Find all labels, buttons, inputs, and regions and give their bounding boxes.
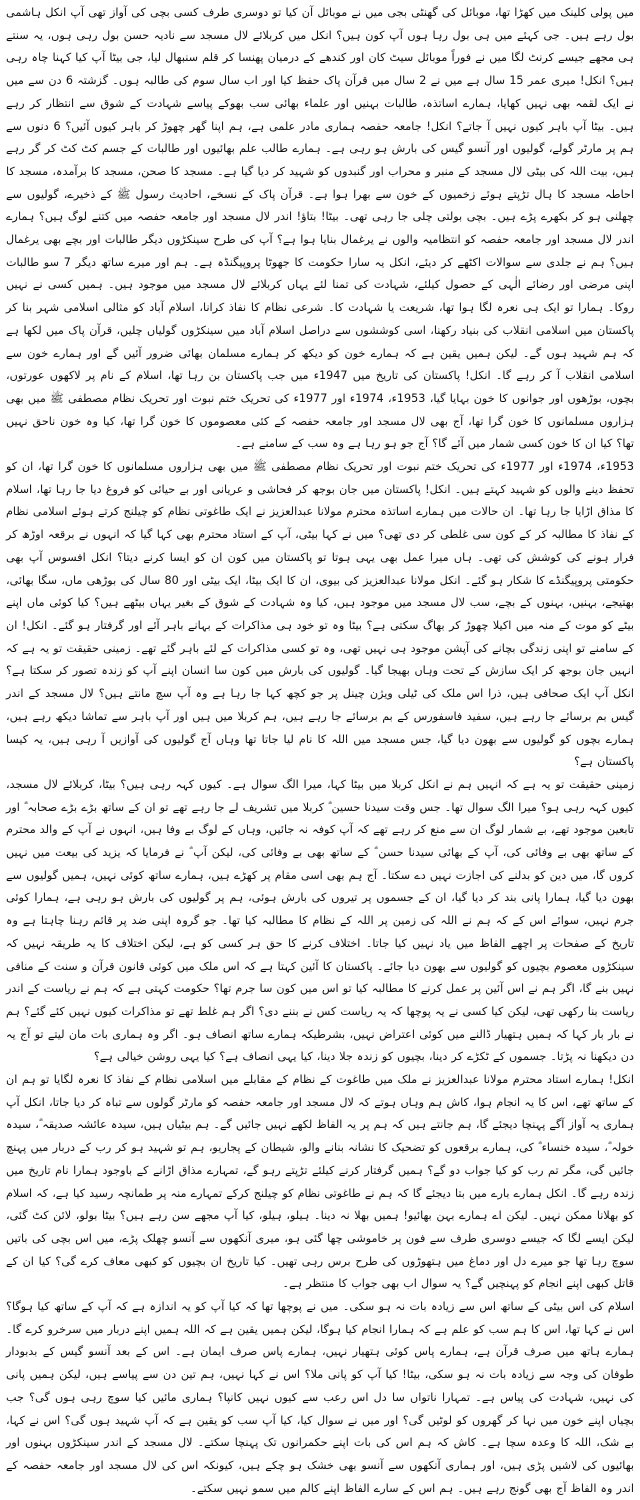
article-paragraph-3: زمینی حقیقت تو یہ ہے کہ انہیں ہم نے انکل کربلا میں بیٹا کہا، میرا الگ سوال ہے۔ کیوں کہہ رہی ہیں؟ بیٹا، کربلائے لال مسجد، کیوں کہہ رہی ہو؟ میرا الگ سوال تھا۔ جس وقت سیدنا حسین ؓ کربلا میں تشریف لے جا رہے تھے تو ان کے ساتھ بڑے بڑے صحابہ ؓ اور تابعین موجود تھے، بے شمار لوگ ان سے منع کر رہے تھے کہ آپ کوفہ نہ جائیں، وہاں کے لوگ بے وفا ہیں، انہوں نے آپ کے والد محترم کے ساتھ بھی بے وفائی کی، آپ کے بھائی سیدنا حسن ؓ کے ساتھ بھی بے وفائی کی، لیکن آپ ؓ نے فرمایا کہ یزید کی بیعت میں نہیں کروں گا، میں دین کو بدلنے کی اجازت نہیں دے سکتا۔ آج ہم بھی اسی مقام پر کھڑے ہیں، ہمارے ساتھ کوئی نہیں، ہمیں گولیوں سے بھون دیا گیا، ہمارا پانی بند کر دیا گیا، ان کے جسموں پر تیروں کی بارش ہوئی، ہم پر گولیوں کی بارش ہو رہی ہے، ہمارا کوئی جرم نہیں، سوائے اس کے کہ ہم نے اللہ کی زمین پر اللہ کے نظام کا مطالبہ کیا تھا۔ جو گروہ اپنی ضد پر قائم رہنا چاہتا ہے وہ تاریخ کے صفحات پر اچھے الفاظ میں یاد نہیں کیا جاتا۔ اختلاف کرنے کا حق ہر کسی کو ہے، لیکن اختلاف کا یہ طریقہ نہیں کہ سینکڑوں معصوم بچیوں کو گولیوں سے بھون دیا جائے۔ پاکستان کا آئین کہتا ہے کہ اس ملک میں کوئی قانون قرآن و سنت کے منافی نہیں بنے گا، اگر ہم نے اس آئین پر عمل کرنے کا مطالبہ کیا تو اس میں کون سا جرم تھا؟ حکومت کہتی ہے کہ ہم نے ریاست کے اندر ریاست بنا رکھی تھی، لیکن کیا کسی نے یہ پوچھا کہ یہ ریاست کس نے بننے دی؟ اگر ہم غلط تھے تو مذاکرات کیوں نہیں کئے گئے؟ ہم نے بار بار کہا کہ ہمیں ہتھیار ڈالنے میں کوئی اعتراض نہیں، بشرطیکہ ہمارے ساتھ انصاف ہو۔ اگر وہ ہماری بات مان لیتے تو آج یہ دن دیکھنا نہ پڑتا۔ جسموں کے ٹکڑے کر دینا، بچیوں کو زندہ جلا دینا، کیا یہی انصاف ہے؟ کیا یہی روشن خیالی ہے؟ [6, 777, 634, 1064]
article-paragraph-4: انکل! ہمارے استاد محترم مولانا عبدالعزیز نے ملک میں طاغوت کے نظام کے مقابلے میں اسلامی نظام کے نفاذ کا نعرہ لگایا تو ہم ان کے ساتھ تھے، اس کا یہ انجام ہوا، کاش ہم وہاں ہوتے کہ لال مسجد اور جامعہ حفصہ کو مارٹر گولوں سے تباہ کر دیا جاتا، انکل آپ ہماری یہ آواز آگے پہنچا دیجئے گا، ہم جانتے ہیں کہ ہم پر یہ الفاظ لکھے نہیں جائیں گے۔ ہم بیٹیاں ہیں، سیدہ عائشہ صدیقہ ؓ، سیدہ خولہ ؓ، سیدہ خنساء ؓ کی، ہمارے برقعوں کو تضحیک کا نشانہ بنانے والو، شیطان کے پجاریو، ہم تو شہید ہو کر رب کے دربار میں پہنچ جائیں گی، مگر تم رب کو کیا جواب دو گے؟ ہمیں گرفتار کرنے کیلئے تڑپتے رہو گے، تمہارے مذاق اڑانے کے باوجود ہمارا نام تاریخ میں زندہ رہے گا۔ انکل ہمارے بارے میں بتا دیجئے گا کہ ہم نے طاغوتی نظام کو چیلنج کرکے تمہارے منہ پر طمانچہ رسید کیا ہے، کہ اسلام کو بھلانا ممکن نہیں۔ لیکن اے ہمارے بہن بھائیو! ہمیں بھلا نہ دینا۔ ہیلو، ہیلو، کیا آپ مجھے سن رہے ہیں؟ بیٹا بولو، لائن کٹ گئی، لیکن ایسے لگا کہ جیسے دوسری طرف سے فون پر خاموشی چھا گئی ہو، میری آنکھوں سے آنسو چھلک پڑے، میں اس بچی کی باتیں سوچ رہا تھا جو میرے دل اور دماغ میں ہتھوڑوں کی طرح برس رہی تھیں۔ کیا تاریخ ان بچیوں کو کبھی معاف کرے گی؟ کیا ان کے قاتل کبھی اپنے انجام کو پہنچیں گے؟ یہ سوال اب بھی جواب کا منتظر ہے۔ [6, 1073, 634, 1291]
article-paragraph-2: 1953ء، 1974ء اور 1977ء کی تحریک ختم نبوت اور تحریک نظام مصطفی ﷺ میں بھی ہزاروں مسلمانوں کا خون گرا تھا، ان کو تحفظ دینے والوں کو شہید کہتے ہیں۔ انکل! پاکستان میں جان بوجھ کر فحاشی و عریانی اور بے حیائی کو فروغ دیا جا رہا تھا، اسلام کا مذاق اڑایا جا رہا تھا۔ ان حالات میں ہمارے اساتذہ محترم مولانا عبدالعزیز نے ایک طاغوتی نظام کو چیلنج کرتے ہوئے اسلامی نظام کے نفاذ کا مطالبہ کر کے کون سی غلطی کر دی تھی؟ میں نے کہا بیٹی، آپ کے استاد محترم بھی کہا گیا کہ انہوں نے برقعہ اوڑھ کر فرار ہونے کی کوشش کی تھی۔ ہاں میرا عمل بھی یہی ہوتا تو پاکستان میں کون ان کو ایسا کرنے دیتا؟ انکل افسوس آپ بھی حکومتی پروپیگنڈے کا شکار ہو گئے۔ انکل مولانا عبدالعزیز کی بیوی، ان کا ایک بیٹا، ایک بیٹی اور 80 سال کی بوڑھی ماں، سگا بھائی، بھتیجے، بہنیں، بہنوں کے بچے، سب لال مسجد میں موجود ہیں، کیا وہ شہادت کے شوق کے بغیر یہاں بیٹھے ہیں؟ کیا کوئی ماں اپنے بیٹے کو موت کے منہ میں اکیلا چھوڑ کر بھاگ سکتی ہے؟ بیٹا وہ تو خود ہی مذاکرات کے بہانے باہر آئے اور گرفتار ہو گئے۔ انکل! ان کے سامنے تو اپنی زندگی بچانے کی آپشن موجود ہی نہیں تھی، وہ تو کسی مذاکرات کے لئے باہر گئے تھے۔ زمینی حقیقت تو یہ ہے کہ انہیں جان بوجھ کر ایک سازش کے تحت وہاں بھیجا گیا۔ گولیوں کی بارش میں کون سا انسان اپنے آپ کو زندہ تصور کر سکتا ہے؟ انکل آپ ایک صحافی ہیں، ذرا اس ملک کی ٹیلی ویژن چینل پر جو کچھ کہا جا رہا ہے وہ آپ سچ مانتے ہیں؟ لال مسجد کے اندر گیس بم برسائے جا رہے ہیں، سفید فاسفورس کے بم برسائے جا رہے ہیں، ہم کربلا میں ہیں اور آپ باہر سے تماشا دیکھ رہے ہیں، ہمارے بچوں کو گولیوں سے بھون دیا گیا، جس مسجد میں اللہ کا نام لیا جاتا تھا وہاں آج گولیوں کی آوازیں آ رہی ہیں، یہ کیسا پاکستان ہے؟ [6, 460, 634, 769]
article-paragraph-1: میں پولی کلینک میں کھڑا تھا، موبائل کی گھنٹی بجی میں نے موبائل آن کیا تو دوسری طرف کسی بچی کی آواز تھی آپ انکل ہاشمی بول رہے ہیں۔ جی کہئے میں ہی بول رہا ہوں آپ کون ہیں؟ انکل میں کربلائے لال مسجد سے نادیہ حسن بول رہی ہوں، یہ سنتے ہی مجھے جیسے کرنٹ لگا میں نے فوراً موبائل سیٹ کان اور کندھے کے درمیان پھنسا کر قلم سنبھال لیا، جی بیٹا آپ کیا کہنا چاہ رہی ہیں؟ انکل! میری عمر 15 سال ہے میں نے 2 سال میں قرآن پاک حفظ کیا اور اب سال سوم کی طالبہ ہوں۔ گزشتہ 6 دن سے میں نے ایک لقمہ بھی نہیں کھایا، ہمارے اساتذہ، طالبات بہنیں اور علماء بھائی سب بھوکے پیاسے شہادت کے شوق سے انتظار کر رہے ہیں۔ بیٹا آپ باہر کیوں نہیں آ جاتے؟ انکل! جامعہ حفصہ ہماری مادر علمی ہے، ہم اپنا گھر چھوڑ کر باہر کیوں آئیں؟ 6 دنوں سے ہم پر مارٹر گولے، گولیوں اور آنسو گیس کی بارش ہو رہی ہے۔ ہمارے طالب علم بھائیوں اور طالبات کے جسم کٹ کٹ کر گر رہے ہیں، بیت اللہ کی بیٹی لال مسجد کے منبر و محراب اور گنبدوں کو شہید کر دیا گیا ہے۔ مسجد کا صحن، مسجد کا برآمدہ، مسجد کا احاطہ مسجد کا ہال تڑپتے ہوئے زخمیوں کے خون سے بھرا ہوا ہے۔ قرآن پاک کے نسخے، احادیث رسول ﷺ کے ذخیرے، گولیوں سے چھلنی ہو کر بکھرے پڑے ہیں۔ بچی بولتی چلی جا رہی تھی۔ بیٹا! بتاؤ! اندر لال مسجد اور جامعہ حفصہ میں کتنے لوگ ہیں؟ ہمارے اندر لال مسجد اور جامعہ حفصہ کو انتظامیہ والوں نے یرغمال بنایا ہوا ہے؟ آپ کی طرح سینکڑوں دیگر طالبات اور بچے بھی یرغمال ہیں؟ ہم نے جلدی سے سوالات اکٹھے کر دیئے، انکل یہ سارا حکومت کا جھوٹا پروپیگنڈہ ہے۔ ہم اور میرے ساتھ دیگر 7 سو طالبات اپنی مرضی اور رضائے الٰہی کے حصول کیلئے، شہادت کی تمنا لئے یہاں کربلائے لال مسجد میں موجود ہیں۔ ہمیں کسی نے نہیں روکا۔ ہمارا تو ایک ہی نعرہ لگا ہوا تھا، شریعت یا شہادت کا۔ شرعی نظام کا نفاذ کرانا، اسلام آباد کو مثالی اسلامی شہر بنا کر پاکستان میں اسلامی انقلاب کی بنیاد رکھنا، اسی کوششوں سے دراصل اسلام آباد میں سینکڑوں گولیاں چلیں، قرآن پاک میں لکھا ہے کہ ہم شہید ہوں گے۔ لیکن ہمیں یقین ہے کہ ہمارے خون کو دیکھ کر ہمارے مسلمان بھائی ضرور آئیں گے اور ہمارے خون سے اسلامی انقلاب آ کر رہے گا۔ انکل! پاکستان کی تاریخ میں 1947ء میں جب پاکستان بن رہا تھا، اسلام کے نام پر لاکھوں عورتوں، بچوں، بوڑھوں اور جوانوں کا خون بہایا گیا، 1953ء، 1974ء اور 1977ء کی تحریک ختم نبوت اور تحریک نظام مصطفی ﷺ میں بھی ہزاروں مسلمانوں کا خون گرا تھا، آج بھی لال مسجد اور جامعہ حفصہ کے کئی معصوموں کا خون گرا تھا، کیا وہ خون ناحق نہیں تھا؟ کیا ان کا خون کسی شمار میں آئے گا؟ آج جو ہو رہا ہے وہ سب کے سامنے ہے۔ [6, 6, 635, 451]
article-paragraph-5: اسلام کی اس بیٹی کے ساتھ اس سے زیادہ بات نہ ہو سکی۔ میں نے پوچھا تھا کہ کیا آپ کو یہ اندازہ ہے کہ آپ کے ساتھ کیا ہوگا؟ اس نے کہا تھا، اس کا ہم سب کو علم ہے کہ ہمارا انجام کیا ہوگا، لیکن ہمیں یقین ہے کہ اللہ ہمیں اپنے دربار میں سرخرو کرے گا۔ ہمارے ہاتھ میں صرف قرآن ہے، ہمارے پاس کوئی ہتھیار نہیں، ہمارے پاس صرف ایمان ہے۔ اس کے بعد آنسو گیس کے بدبودار طوفان کی وجہ سے زیادہ بات نہ ہو سکی، بیٹا! کیا آپ کو پانی ملا؟ اس نے کہا نہیں، ہم تین دن سے پیاسے ہیں، لیکن ہمیں پانی کی نہیں، شہادت کی پیاس ہے۔ تمہارا ناتواں سا دل اس رعب سے کیوں نہیں کانپا؟ ہماری مائیں کیا سوچ رہی ہوں گی؟ جب بچیاں اپنے خون میں نہا کر گھروں کو لوٹیں گی؟ اور میں نے سوال کیا، کیا آپ سب کو یقین ہے کہ آپ شہید ہوں گی؟ اس نے کہا، بے شک، اللہ کا وعدہ سچا ہے۔ کاش کہ ہم اس کی بات اپنے حکمرانوں تک پہنچا سکتے۔ لال مسجد کے اندر سینکڑوں بہنوں اور بھائیوں کی لاشیں پڑی ہیں، اور ہماری آنکھوں سے آنسو بھی خشک ہو چکے ہیں، کیونکہ اس کی لال مسجد اور جامعہ حفصہ کے اندر وہ الفاظ آج بھی گونج رہے ہیں۔ ہم اس کے سارے الفاظ اپنے کالم میں سمو نہیں سکتے۔ [6, 1300, 634, 1495]
